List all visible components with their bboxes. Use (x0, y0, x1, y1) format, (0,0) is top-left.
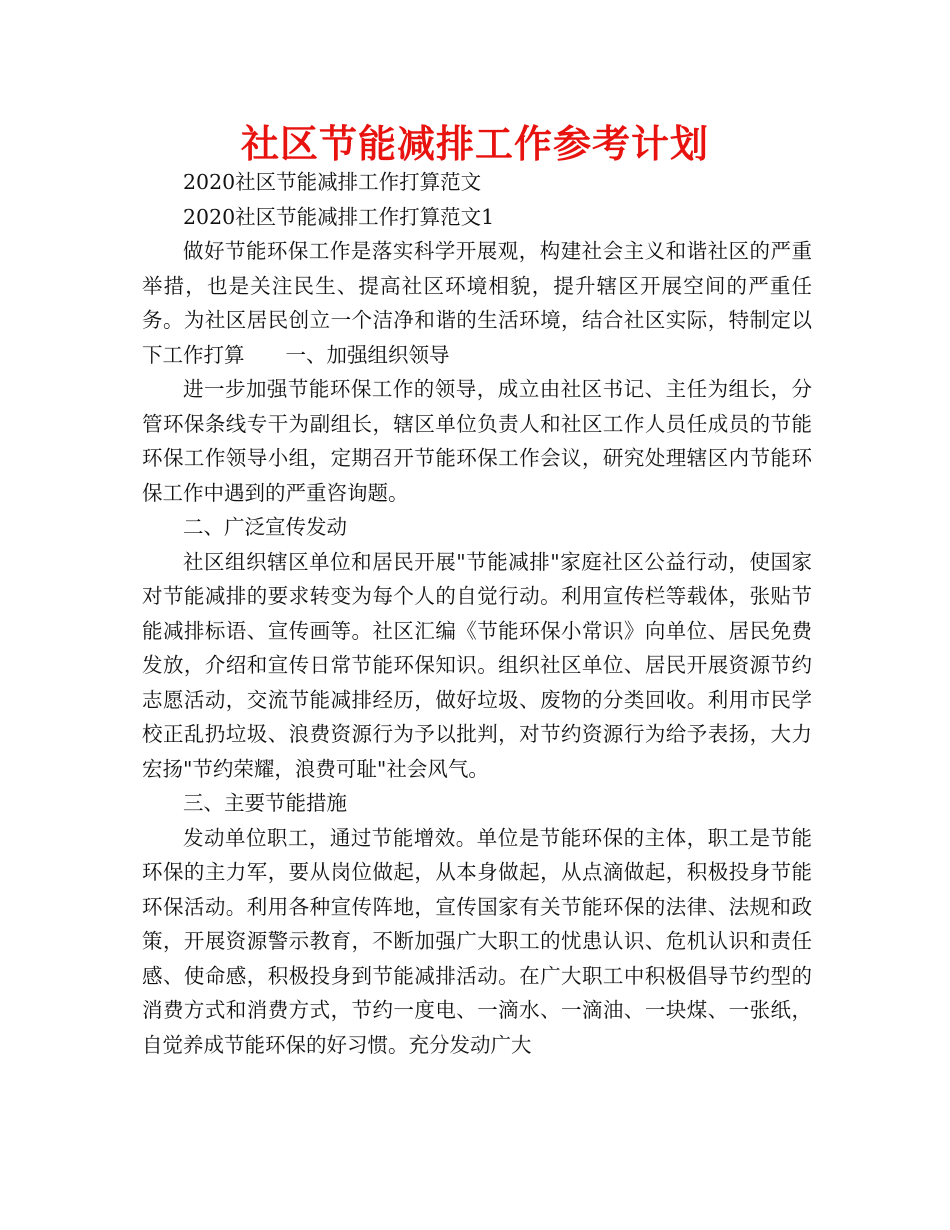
body-paragraph: 发动单位职工，通过节能增效。单位是节能环保的主体，职工是节能环保的主力军，要从岗位做起，从本身做起，从点滴做起，积极投身节能环保活动。利用各种宣传阵地，宣传国家有关节能环保的法律、法规和政策，开展资源警示教育，不断加强广大职工的忧患认识、危机认识和责任感、使命感，积极投身到节能减排活动。在广大职工中积极倡导节约型的消费方式和消费方式，节约一度电、一滴水、一滴油、一块煤、一张纸，自觉养成节能环保的好习惯。充分发动广大 (142, 825, 812, 1057)
document-body (142, 165, 812, 1062)
document-title: 社区节能减排工作参考计划 (240, 122, 709, 166)
body-paragraph: 社区组织辖区单位和居民开展"节能减排"家庭社区公益行动，使国家对节能减排的要求转变为每个人的自觉行动。利用宣传栏等载体，张贴节能减排标语、宣传画等。社区汇编《节能环保小常识》向单位、居民免费发放，介绍和宣传日常节能环保知识。组织社区单位、居民开展资源节约志愿活动，交流节能减排经历，做好垃圾、废物的分类回收。利用市民学校正乱扔垃圾、浪费资源行为予以批判，对节约资源行为给予表扬，大力宏扬"节约荣耀，浪费可耻"社会风气。 (142, 549, 812, 781)
subtitle-line: 2020社区节能减排工作打算范文 (183, 170, 482, 194)
body-paragraph: 做好节能环保工作是落实科学开展观，构建社会主义和谐社区的严重举措，也是关注民生、提高社区环境相貌，提升辖区开展空间的严重任务。为社区居民创立一个洁净和谐的生活环境，结合社区实际，特制定以下工作打算 一、加强组织领导 (142, 239, 812, 367)
section-heading: 二、广泛宣传发动 (183, 515, 347, 539)
section-heading: 三、主要节能措施 (183, 791, 347, 815)
subtitle-line: 2020社区节能减排工作打算范文1 (183, 204, 495, 229)
body-paragraph: 进一步加强节能环保工作的领导，成立由社区书记、主任为组长，分管环保条线专干为副组长，辖区单位负责人和社区工作人员任成员的节能环保工作领导小组，定期召开节能环保工作会议，研究处理辖区内节能环保工作中遇到的严重咨询题。 (142, 377, 812, 505)
